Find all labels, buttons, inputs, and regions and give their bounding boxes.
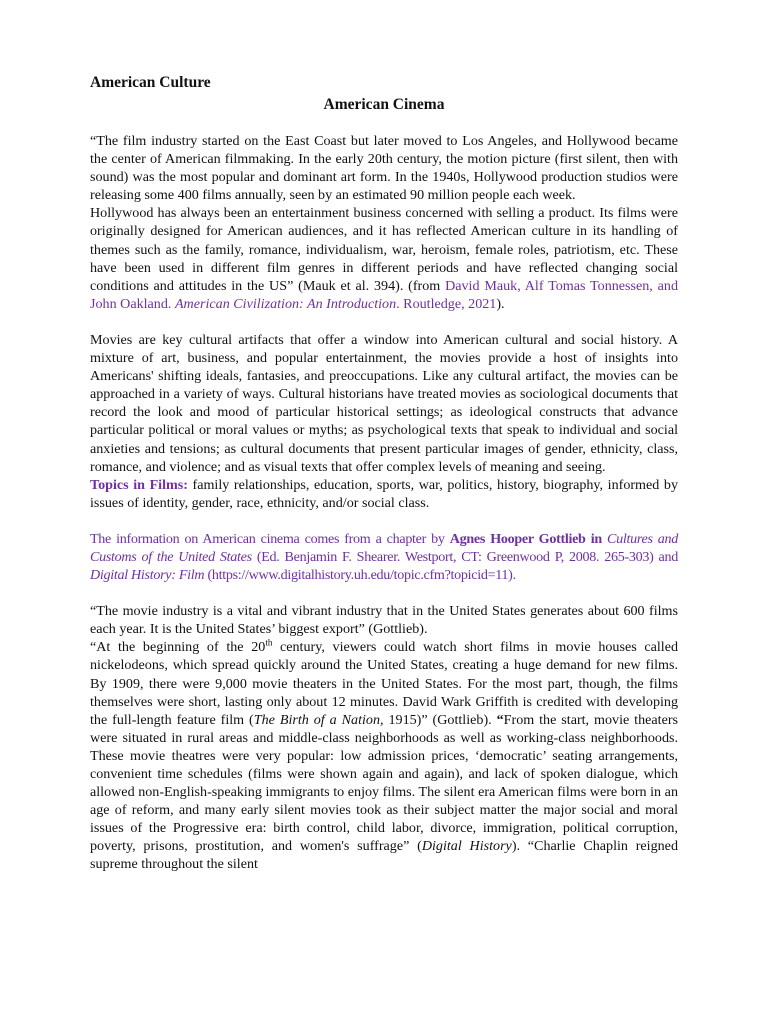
citation-link-authors[interactable]: David Mauk, Alf Tomas Tonnessen, and John Oakland. bbox=[90, 277, 678, 312]
paragraph-movies-artifacts bbox=[90, 331, 678, 476]
paragraph-hollywood bbox=[90, 204, 678, 313]
topics-text: family relationships, education, sports, war, politics, history, biography, informed by issues of identity, gender, race, ethnicity, and/or social class. bbox=[90, 476, 678, 511]
paragraph-text: “The film industry started on the East Coast but later moved to Los Angeles, and Hollywood became the center of American filmmaking. In the early 20th century, the motion picture (first silent, then with sound) was the most popular and dominant art form. In the 1940s, Hollywood production studios were releasing some 400 films annually, seen by an estimated 90 million people each week. bbox=[90, 133, 678, 204]
paragraph-text: century, viewers could watch short films in movie houses called nickelodeons, which spread quickly around the United States, creating a huge demand for new films. By 1909, there were 9,000 movie theaters in the United States. For the most part, though, the films themselves were short, lasting only about 12 minutes. David Wark Griffith is credited with developing the full-length feature film ( bbox=[90, 639, 678, 728]
source-digital-history: Digital History bbox=[421, 838, 512, 855]
paragraph-text: From the start, movie theaters were situated in rural areas and middle-class neighborhoods as well as working-class neighborhoods. These movie theatres were very popular: low admission prices, ‘democratic’ seating arrangements, convenient time schedules (films were shown again and again), and lack of spoken dialogue, which allowed non-English-speaking immigrants to enjoy films. The silent era American films were born in an age of reform, and many early silent movies took as their subject matter the major social and moral issues of the Progressive era: birth control, child labor, divorce, immigration, political corruption, poverty, prisons, prostitution, and women's suffrage” ( bbox=[90, 711, 679, 855]
bold-quote-mark: “ bbox=[496, 711, 504, 728]
topics-label: Topics in Films: bbox=[90, 476, 188, 493]
paragraph-text-end: ). bbox=[496, 295, 505, 312]
paragraph-topics bbox=[90, 476, 678, 512]
paragraph-text: “At the beginning of the 20 bbox=[90, 639, 266, 656]
section-heading: American Culture bbox=[90, 74, 211, 91]
page-title: American Cinema bbox=[323, 96, 445, 113]
paragraph-spacer bbox=[90, 584, 678, 602]
paragraph-spacer bbox=[90, 313, 678, 331]
source-intro: The information on American cinema comes from a chapter by bbox=[90, 530, 450, 547]
paragraph-spacer bbox=[90, 512, 678, 530]
paragraph-text: Hollywood has always been an entertainment business concerned with selling a product. Its films were originally designed for American audiences, and it has reflected American culture in its handling of themes such as the family, romance, individualism, war, heroism, female roles, patriotism, etc. These have been used in different film genres in different periods and have reflected changing social conditions and attitudes in the US” (Mauk et al. 394). (from bbox=[90, 205, 678, 294]
source-details: (Ed. Benjamin F. Shearer. Westport, CT: Greenwood P, 2008. 265-303) and bbox=[251, 548, 678, 565]
document-page bbox=[90, 72, 678, 874]
paragraph-source-note bbox=[90, 530, 678, 584]
source-url[interactable]: (https://www.digitalhistory.uh.edu/topic.cfm?topicid=11). bbox=[204, 567, 516, 584]
paragraph-film-industry bbox=[90, 132, 678, 204]
source-author: Agnes Hooper Gottlieb in bbox=[449, 530, 602, 547]
paragraph-text: Movies are key cultural artifacts that offer a window into American cultural and social history. A mixture of art, business, and popular entertainment, the movies provide a host of insights into Americans' shifting ideals, fantasies, and preoccupations. Like any cultural artifact, the movies can be approached in a variety of ways. Cultural historians have treated movies as sociological documents that record the look and mood of particular historical settings; as ideological constructs that advance particular political or moral values or myths; as psychological texts that speak to individual and social anxieties and tensions; as cultural documents that present particular images of gender, ethnicity, class, romance, and violence; and as visual texts that offer complex levels of meaning and seeing. bbox=[90, 331, 678, 475]
paragraph-text: ). “Charlie Chaplin reigned supreme throughout the silent bbox=[90, 838, 678, 873]
paragraph-early-century bbox=[90, 638, 678, 873]
citation-link-title[interactable]: American Civilization: An Introduction bbox=[174, 295, 397, 312]
superscript-th: th bbox=[265, 637, 273, 648]
source-title-cultures: Cultures and Customs of the United States bbox=[90, 530, 678, 565]
source-title-digital-history: Digital History: Film bbox=[90, 567, 205, 584]
film-title: The Birth of a Nation, bbox=[253, 711, 384, 728]
paragraph-text: “The movie industry is a vital and vibrant industry that in the United States generates about 600 films each year. It is the United States’ biggest export” (Gottlieb). bbox=[90, 603, 678, 638]
citation-link-publisher[interactable]: . Routledge, 2021 bbox=[396, 295, 497, 312]
paragraph-text: 1915)” (Gottlieb). bbox=[383, 711, 497, 728]
paragraph-movie-industry bbox=[90, 602, 678, 638]
